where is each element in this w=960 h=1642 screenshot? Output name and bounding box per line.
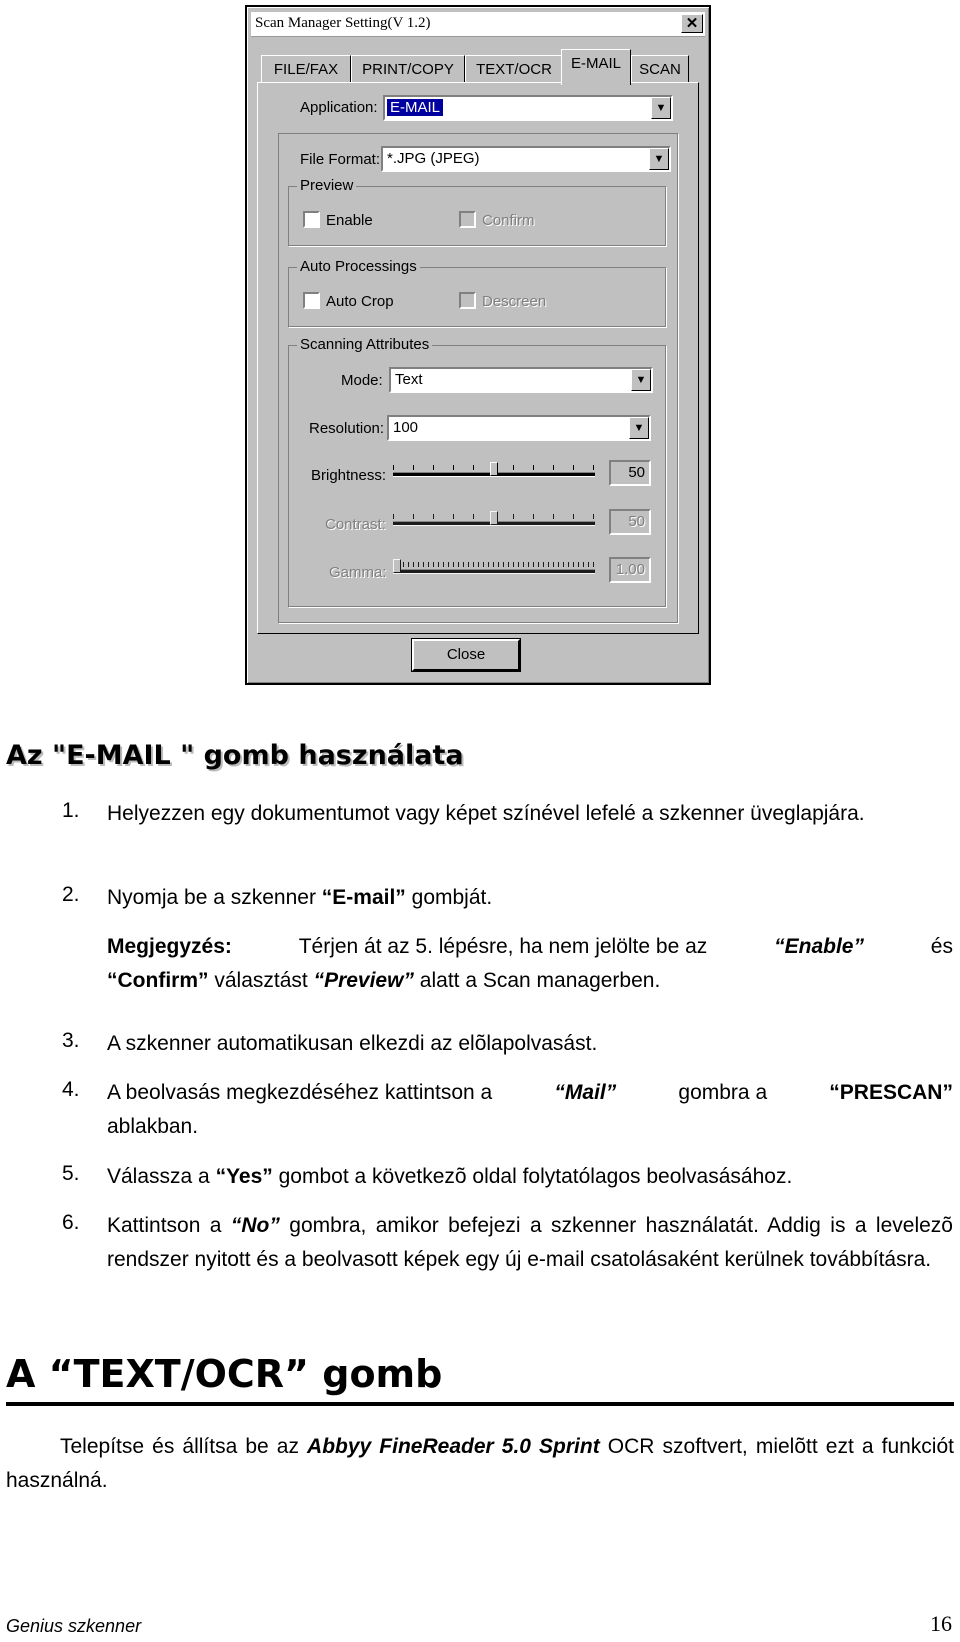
step-1-text: Helyezzen egy dokumentumot vagy képet színével lefelé a szkenner üveglapjára. bbox=[107, 802, 865, 825]
file-format-value: *.JPG (JPEG) bbox=[387, 150, 480, 167]
tick-marks bbox=[393, 562, 595, 568]
step-6-no: “No” bbox=[230, 1214, 280, 1237]
step-5-pre: Válassza a bbox=[107, 1165, 216, 1188]
brightness-label: Brightness: bbox=[311, 467, 387, 484]
gamma-slider bbox=[393, 549, 595, 583]
application-label: Application: bbox=[300, 99, 378, 116]
chevron-down-icon[interactable]: ▼ bbox=[629, 417, 649, 439]
step-4-post: ablakban. bbox=[107, 1115, 199, 1138]
ocr-post: OCR szoftvert, mielõtt ezt a funkciót használná. bbox=[6, 1435, 954, 1492]
brightness-slider[interactable] bbox=[393, 452, 595, 486]
contrast-label: Contrast: bbox=[325, 516, 386, 533]
note-confirm: “Confirm” bbox=[107, 969, 209, 992]
section-heading-text-ocr: A “TEXT/OCR” gomb bbox=[6, 1352, 443, 1396]
tab-strip bbox=[261, 49, 701, 83]
application-value: E-MAIL bbox=[387, 99, 443, 116]
scanning-attributes-group bbox=[288, 336, 666, 607]
section-heading-email: Az "E-MAIL " gomb használata bbox=[6, 740, 464, 771]
checkbox-icon bbox=[459, 211, 476, 228]
step-2-pre: Nyomja be a szkenner bbox=[107, 886, 322, 909]
step-6-post: gombra, amikor befejezi a szkenner használatát. Addig is a levelezõ rendszer nyitott és a beolvasott képek egy új e-mail csatolásaként kerülnek továbbításra. bbox=[107, 1214, 953, 1271]
chevron-down-icon[interactable]: ▼ bbox=[651, 97, 671, 119]
email-tab-panel bbox=[257, 82, 699, 634]
footer-title: Genius szkenner bbox=[6, 1616, 142, 1636]
checkbox-icon bbox=[459, 292, 476, 309]
dialog-titlebar bbox=[251, 12, 705, 37]
step-number: 5. bbox=[62, 1162, 80, 1185]
step-4-pre: A beolvasás megkezdéséhez kattintson a bbox=[107, 1081, 493, 1104]
mode-label: Mode: bbox=[341, 372, 383, 389]
preview-group bbox=[288, 177, 666, 246]
slider-thumb bbox=[393, 559, 401, 573]
note-text bbox=[107, 930, 953, 998]
gamma-label: Gamma: bbox=[329, 564, 387, 581]
ocr-pre: Telepítse és állítsa be az bbox=[60, 1435, 308, 1458]
contrast-value: 50 bbox=[609, 509, 651, 535]
enable-label: Enable bbox=[326, 212, 373, 229]
slider-thumb[interactable] bbox=[490, 462, 498, 476]
mode-select[interactable] bbox=[389, 367, 653, 393]
note-preview: “Preview” bbox=[313, 969, 414, 992]
chevron-down-icon[interactable]: ▼ bbox=[631, 369, 651, 391]
auto-crop-checkbox[interactable] bbox=[303, 292, 394, 310]
gamma-value: 1.00 bbox=[609, 557, 651, 583]
brightness-value[interactable]: 50 bbox=[609, 460, 651, 486]
file-format-label: File Format: bbox=[300, 151, 381, 168]
step-3-text: A szkenner automatikusan elkezdi az elõlapolvasást. bbox=[107, 1032, 598, 1055]
mode-value: Text bbox=[395, 371, 423, 388]
contrast-slider bbox=[393, 501, 595, 535]
heading-rule bbox=[6, 1402, 954, 1406]
step-4-text bbox=[107, 1076, 953, 1144]
step-4-prescan: “PRESCAN” bbox=[829, 1081, 953, 1104]
auto-crop-label: Auto Crop bbox=[326, 293, 394, 310]
auto-group-title: Auto Processings bbox=[297, 258, 420, 275]
step-2-post: gombját. bbox=[405, 886, 493, 909]
slider-ticks bbox=[393, 555, 595, 561]
step-6-pre: Kattintson a bbox=[107, 1214, 231, 1237]
confirm-label: Confirm bbox=[482, 212, 535, 229]
step-4-line-1 bbox=[107, 1076, 953, 1110]
tab-scan[interactable]: SCAN bbox=[631, 55, 689, 83]
note-line-2 bbox=[107, 964, 953, 998]
note-line-1 bbox=[107, 930, 953, 964]
descreen-label: Descreen bbox=[482, 293, 547, 310]
slider-thumb bbox=[490, 511, 498, 525]
resolution-label: Resolution: bbox=[309, 420, 385, 437]
step-5-yes: “Yes” bbox=[215, 1165, 273, 1188]
close-icon[interactable]: ✕ bbox=[681, 14, 703, 33]
note-text-1: Térjen át az 5. lépésre, ha nem jelölte be az bbox=[298, 935, 708, 958]
application-select[interactable] bbox=[383, 95, 673, 121]
file-format-select[interactable] bbox=[381, 146, 671, 172]
step-5-post: gombot a következõ oldal folytatólagos beolvasásához. bbox=[272, 1165, 793, 1188]
step-number: 4. bbox=[62, 1078, 80, 1101]
step-4-mid: gombra a bbox=[678, 1081, 768, 1104]
dialog-title: Scan Manager Setting(V 1.2) bbox=[255, 15, 431, 31]
confirm-checkbox bbox=[459, 211, 535, 229]
preview-group-title: Preview bbox=[297, 177, 356, 194]
step-2-bold: “E-mail” bbox=[321, 886, 406, 909]
slider-track bbox=[393, 569, 595, 574]
step-5-text bbox=[107, 1160, 957, 1194]
tab-print-copy[interactable]: PRINT/COPY bbox=[351, 55, 465, 83]
step-number: 2. bbox=[62, 883, 80, 906]
note-valasztast: választást bbox=[214, 969, 308, 992]
chevron-down-icon[interactable]: ▼ bbox=[649, 148, 669, 170]
descreen-checkbox bbox=[459, 292, 546, 310]
resolution-value: 100 bbox=[393, 419, 419, 436]
note-tail: alatt a Scan managerben. bbox=[419, 969, 661, 992]
checkbox-icon bbox=[303, 211, 320, 228]
step-2-text bbox=[107, 881, 957, 915]
tab-e-mail[interactable]: E-MAIL bbox=[561, 49, 631, 85]
step-number: 1. bbox=[62, 799, 80, 822]
note-label: Megjegyzés: bbox=[107, 935, 232, 958]
auto-processings-group bbox=[288, 258, 666, 327]
tab-file-fax[interactable]: FILE/FAX bbox=[261, 55, 351, 83]
step-number: 6. bbox=[62, 1211, 80, 1234]
checkbox-icon bbox=[303, 292, 320, 309]
note-es: és bbox=[930, 935, 953, 958]
step-6-text bbox=[107, 1209, 953, 1277]
enable-checkbox[interactable] bbox=[303, 211, 373, 229]
step-number: 3. bbox=[62, 1029, 80, 1052]
scan-group-title: Scanning Attributes bbox=[297, 336, 432, 353]
ocr-software: Abbyy FineReader 5.0 Sprint bbox=[307, 1435, 600, 1458]
close-button[interactable]: Close bbox=[412, 639, 520, 671]
resolution-select[interactable] bbox=[387, 415, 651, 441]
page-number: 16 bbox=[930, 1611, 952, 1636]
tab-text-ocr[interactable]: TEXT/OCR bbox=[465, 55, 563, 83]
note-enable: “Enable” bbox=[774, 935, 864, 958]
scan-manager-dialog bbox=[245, 5, 711, 685]
step-4-mail: “Mail” bbox=[554, 1081, 617, 1104]
ocr-paragraph bbox=[6, 1430, 954, 1498]
